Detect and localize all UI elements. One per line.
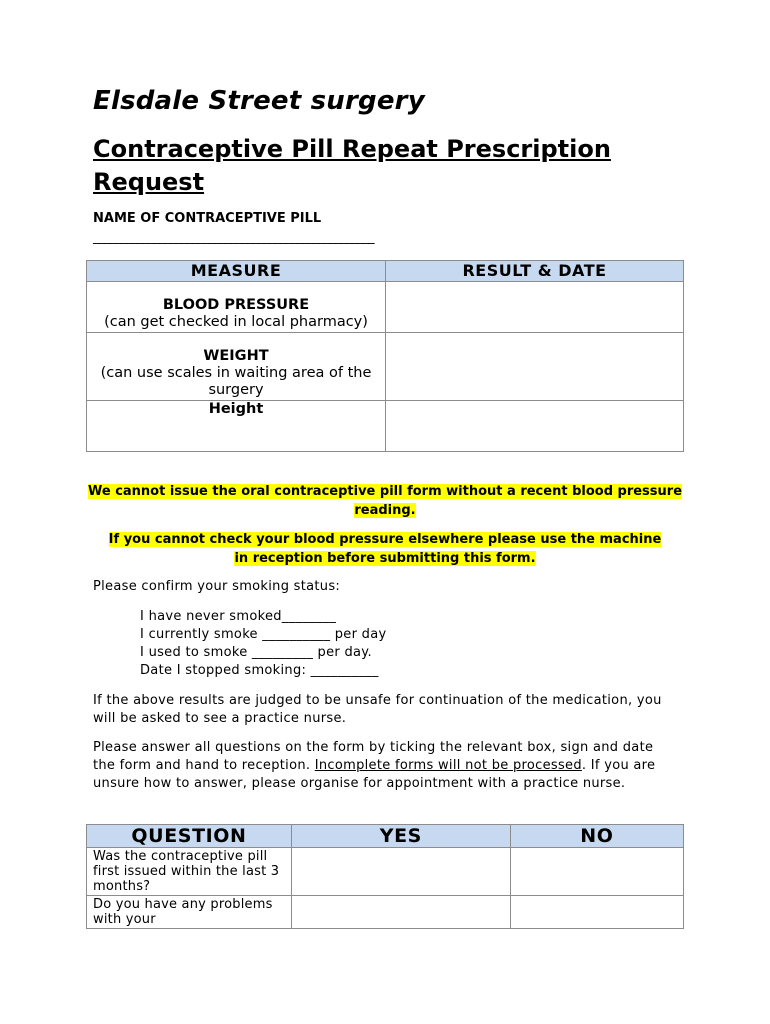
form-title: Contraceptive Pill Repeat Prescription Request [93,135,611,196]
smoking-option-current[interactable]: I currently smoke __________ per day [140,627,387,642]
measure-cell-height [87,401,386,452]
pill-name-label: NAME OF CONTRACEPTIVE PILL [93,211,322,226]
question-text: Do you have any problems with your [87,896,292,929]
no-checkbox-cell[interactable] [510,896,683,929]
bp-machine-warning-text: If you cannot check your blood pressure elsewhere please use the machine in reception before submitting this form. [108,532,662,566]
result-cell-height[interactable] [386,401,684,452]
measure-note: (can get checked in local pharmacy) [104,314,368,330]
result-date-header: RESULT & DATE [386,261,684,282]
no-checkbox-cell[interactable] [510,848,683,896]
instructions-text-end: . If you are unsure how to answer, please organise for appointment with a practice nurse. [93,758,656,791]
measure-note: (can use scales in waiting area of the surgery [100,365,372,398]
instructions-text: Please answer all questions on the form by ticking the relevant box, sign and date the form and hand to reception. [93,740,654,773]
result-cell-blood-pressure[interactable] [386,282,684,333]
question-text: Was the contraceptive pill first issued within the last 3 months? [87,848,292,896]
question-header: QUESTION [87,825,292,848]
measure-table [86,260,684,452]
bp-warning [86,482,684,520]
yes-checkbox-cell[interactable] [292,896,511,929]
yes-checkbox-cell[interactable] [292,848,511,896]
no-header: NO [510,825,683,848]
smoking-prompt: Please confirm your smoking status: [93,579,341,594]
result-cell-weight[interactable] [386,333,684,401]
bp-machine-warning [86,530,684,568]
smoking-option-former[interactable]: I used to smoke _________ per day. [140,645,372,660]
question-table [86,824,684,929]
pill-name-field[interactable]: ___________________________________________________ [93,230,374,245]
measure-cell-weight [87,333,386,401]
smoking-stop-date[interactable]: Date I stopped smoking: __________ [140,663,379,678]
measure-name: WEIGHT [203,348,269,364]
instructions-warning: Incomplete forms will not be processed [314,758,582,773]
smoking-option-never[interactable]: I have never smoked________ [140,609,337,624]
bp-warning-text: We cannot issue the oral contraceptive pill form without a recent blood pressure reading. [87,484,683,518]
yes-header: YES [292,825,511,848]
measure-name: Height [208,401,264,417]
surgery-title: Elsdale Street surgery [93,86,425,116]
instructions [93,739,673,793]
measure-cell-blood-pressure [87,282,386,333]
measure-header: MEASURE [87,261,386,282]
unsafe-note: If the above results are judged to be unsafe for continuation of the medication, you will be asked to see a practice nurse. [93,693,662,726]
measure-name: BLOOD PRESSURE [162,297,310,313]
